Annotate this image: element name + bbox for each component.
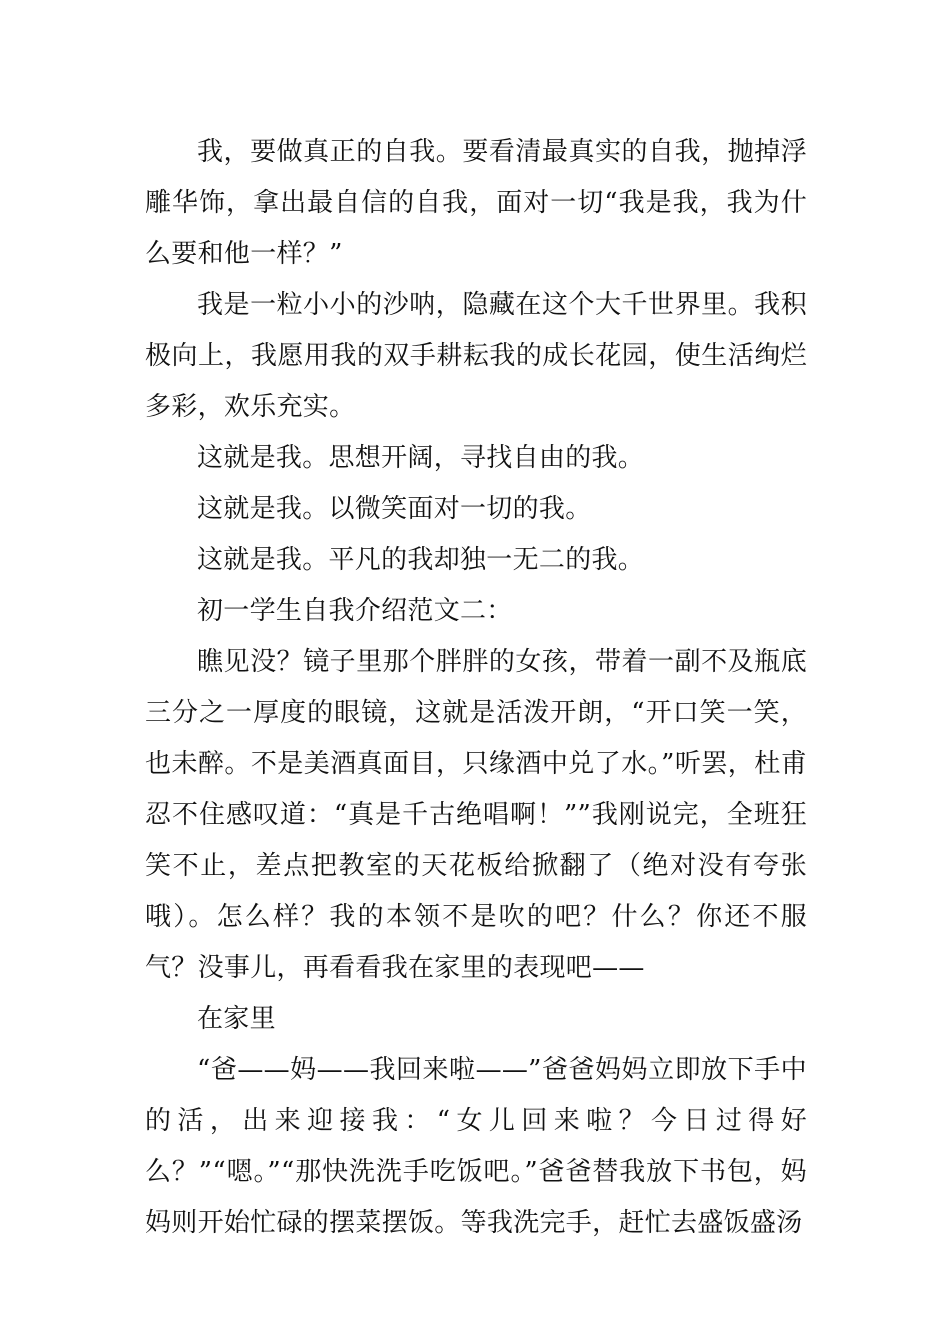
paragraph-mirror-girl: 瞧见没？镜子里那个胖胖的女孩，带着一副不及瓶底三分之一厚度的眼镜，这就是活泼开朗，“开口笑一笑，也未醉。不是美酒真面目，只缘酒中兑了水。”听罢，杜甫忍不住感叹道：“真是千古绝唱啊！””我刚说完，全班狂笑不止，差点把教室的天花板给掀翻了（绝对没有夸张哦）。怎么样？我的本领不是吹的吧？什么？你还不服气？没事儿，再看看我在家里的表现吧—— [145,647,807,983]
subheading-at-home: 在家里 [197,1004,276,1034]
paragraph-grain-of-sand: 我是一粒小小的沙呐，隐藏在这个大千世界里。我积极向上，我愿用我的双手耕耘我的成长花园，使生活绚烂多彩，欢乐充实。 [145,290,807,422]
paragraph-this-is-me-1: 这就是我。思想开阔，寻找自由的我。 [197,443,645,473]
document-body [145,127,807,1249]
paragraph-this-is-me-2: 这就是我。以微笑面对一切的我。 [197,494,592,524]
paragraph-coming-home: “爸——妈——我回来啦——”爸爸妈妈立即放下手中的活，出来迎接我：“女儿回来啦？今日过得好么？”“嗯。”“那快洗洗手吃饭吧。”爸爸替我放下书包，妈妈则开始忙碌的摆菜摆饭。等我洗完手，赶忙去盛饭盛汤 [145,1055,807,1238]
section-heading-sample-two: 初一学生自我介绍范文二： [197,596,513,626]
paragraph-authentic-self: 我，要做真正的自我。要看清最真实的自我，抛掉浮雕华饰，拿出最自信的自我，面对一切“我是我，我为什么要和他一样？” [145,137,807,269]
paragraph-this-is-me-3: 这就是我。平凡的我却独一无二的我。 [197,545,645,575]
